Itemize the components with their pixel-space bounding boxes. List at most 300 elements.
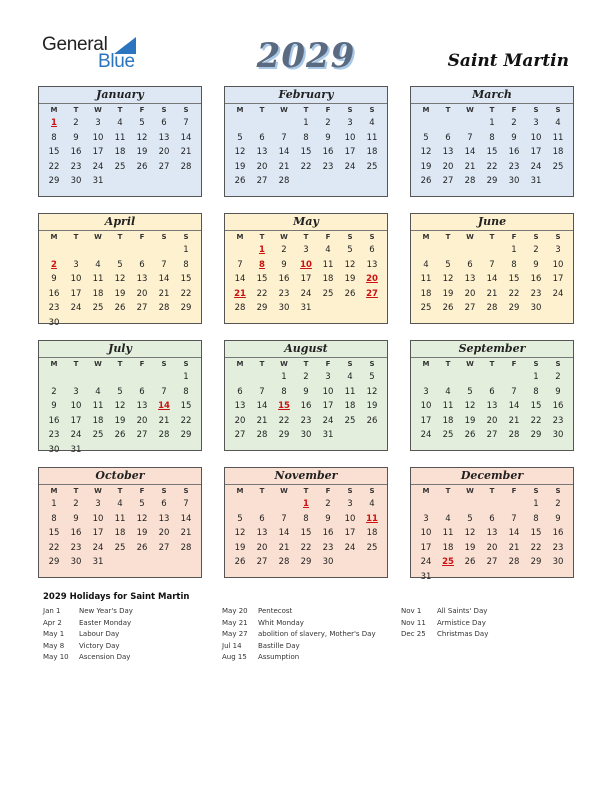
weekday-header: M <box>236 360 244 368</box>
day-cell: 11 <box>344 386 356 397</box>
day-cell: 30 <box>552 430 564 440</box>
day-cell: 24 <box>552 288 564 299</box>
day-cell: 11 <box>92 274 104 284</box>
day-cell: 2 <box>325 118 331 128</box>
day-cell: 28 <box>234 303 246 313</box>
day-cell: 9 <box>555 386 561 397</box>
day-cell: 22 <box>278 415 290 426</box>
day-cell: 21 <box>158 288 170 299</box>
day-cell: 10 <box>70 401 82 411</box>
day-cell: 24 <box>420 430 432 440</box>
day-cell: 10 <box>420 528 432 538</box>
weekday-header: W <box>466 487 474 495</box>
month-title: August <box>225 341 387 358</box>
weekday-header: T <box>73 360 79 368</box>
holiday-date: Apr 2 <box>43 618 62 627</box>
day-cell: 18 <box>442 415 454 426</box>
holiday-name: Victory Day <box>79 641 120 650</box>
day-cell: 8 <box>489 132 495 143</box>
day-cell: 2 <box>511 118 517 128</box>
day-cell: 10 <box>92 132 104 143</box>
day-cell: 10 <box>552 259 564 270</box>
day-cell: 25 <box>420 303 432 313</box>
weekday-header-row <box>411 358 573 370</box>
brand-word-blue: Blue <box>98 51 135 72</box>
holiday-entry <box>43 618 133 630</box>
day-cell: 5 <box>117 259 123 270</box>
day-cell: 7 <box>489 259 495 270</box>
day-cell: 24 <box>70 303 82 313</box>
holiday-column <box>222 606 376 664</box>
month-january <box>38 86 202 197</box>
weekday-header: W <box>280 487 288 495</box>
day-cell: 25 <box>322 288 334 299</box>
weekday-header: M <box>236 487 244 495</box>
weekday-header-row <box>39 231 201 243</box>
day-cell: 3 <box>423 386 429 397</box>
holiday-date: Aug 15 <box>222 653 247 662</box>
day-cell: 4 <box>555 118 561 128</box>
day-cell: 13 <box>234 401 246 411</box>
day-cell: 23 <box>552 542 564 553</box>
day-cell: 17 <box>92 528 104 538</box>
empty-day-cell <box>437 116 459 131</box>
weekday-header: S <box>183 106 189 114</box>
day-cell: 9 <box>281 259 287 270</box>
weekday-header-row <box>39 485 201 497</box>
day-cell: 26 <box>464 557 476 567</box>
day-cell: 7 <box>237 259 243 270</box>
day-cell: 27 <box>234 430 246 440</box>
weekday-header: T <box>117 360 123 368</box>
day-cell: 2 <box>533 245 539 255</box>
holiday-day-cell: 11 <box>366 513 378 524</box>
month-title: September <box>411 341 573 358</box>
day-cell: 18 <box>114 147 126 157</box>
day-cell: 6 <box>445 132 451 143</box>
day-cell: 16 <box>322 147 334 157</box>
day-cell: 17 <box>344 528 356 538</box>
day-cell: 4 <box>95 386 101 397</box>
day-cell: 19 <box>136 147 148 157</box>
empty-day-cell <box>65 370 87 385</box>
empty-day-cell <box>437 243 459 258</box>
empty-day-cell <box>437 370 459 385</box>
weekday-header: S <box>555 233 561 241</box>
month-october <box>38 467 202 578</box>
day-cell: 29 <box>530 430 542 440</box>
day-cell: 8 <box>51 513 57 524</box>
weekday-header: T <box>117 487 123 495</box>
month-title: February <box>225 87 387 104</box>
weekday-header: F <box>511 106 517 114</box>
holiday-day-cell: 15 <box>278 401 290 411</box>
day-cell: 7 <box>511 513 517 524</box>
weekday-header: T <box>73 106 79 114</box>
day-cell: 12 <box>114 274 126 284</box>
holiday-name: All Saints' Day <box>437 607 488 615</box>
holiday-date: May 27 <box>222 630 248 639</box>
weekday-header: M <box>422 233 430 241</box>
day-cell: 9 <box>511 132 517 143</box>
day-cell: 17 <box>420 542 432 553</box>
weekday-header: S <box>369 487 375 495</box>
day-cell: 6 <box>237 386 243 397</box>
empty-day-cell <box>415 370 437 385</box>
day-cell: 17 <box>322 401 334 411</box>
day-cell: 31 <box>530 176 542 186</box>
day-cell: 19 <box>464 542 476 553</box>
day-cell: 24 <box>92 542 104 553</box>
empty-day-cell <box>251 370 273 385</box>
empty-day-cell <box>459 243 481 258</box>
day-cell: 7 <box>281 513 287 524</box>
day-cell: 29 <box>256 303 268 313</box>
day-cell: 30 <box>48 444 60 455</box>
day-cell: 28 <box>464 176 476 186</box>
weekday-header: F <box>325 360 331 368</box>
day-cell: 9 <box>73 132 79 143</box>
day-cell: 4 <box>369 118 375 128</box>
day-cell: 21 <box>158 415 170 426</box>
day-cell: 13 <box>366 259 378 270</box>
empty-day-cell <box>229 116 251 131</box>
day-cell: 23 <box>322 161 334 172</box>
day-cell: 26 <box>464 430 476 440</box>
day-cell: 10 <box>70 274 82 284</box>
empty-day-cell <box>251 497 273 512</box>
weekday-header: W <box>94 233 102 241</box>
day-cell: 18 <box>92 415 104 426</box>
day-cell: 9 <box>555 513 561 524</box>
day-cell: 22 <box>180 288 192 299</box>
day-cell: 19 <box>234 542 246 553</box>
day-cell: 14 <box>180 132 192 143</box>
day-cell: 12 <box>464 401 476 411</box>
day-cell: 16 <box>48 415 60 426</box>
holiday-date: Nov 11 <box>401 618 426 627</box>
empty-day-cell <box>229 370 251 385</box>
day-cell: 1 <box>183 245 189 255</box>
holiday-entry <box>43 629 133 641</box>
day-cell: 15 <box>300 528 312 538</box>
day-cell: 17 <box>70 288 82 299</box>
day-cell: 7 <box>259 386 265 397</box>
day-cell: 11 <box>442 401 454 411</box>
month-title: November <box>225 468 387 485</box>
weekday-header: W <box>94 106 102 114</box>
holiday-day-cell: 25 <box>442 557 454 567</box>
day-cell: 27 <box>158 542 170 553</box>
day-cell: 1 <box>533 372 539 382</box>
days-grid <box>39 116 201 189</box>
day-cell: 16 <box>300 401 312 411</box>
holiday-name: Assumption <box>258 653 300 662</box>
day-cell: 18 <box>344 401 356 411</box>
weekday-header: S <box>533 106 539 114</box>
day-cell: 11 <box>114 132 126 143</box>
day-cell: 27 <box>464 303 476 313</box>
holiday-name: Labour Day <box>79 630 120 639</box>
day-cell: 4 <box>445 513 451 524</box>
empty-day-cell <box>131 243 153 258</box>
holiday-entry <box>43 652 133 664</box>
empty-day-cell <box>87 243 109 258</box>
day-cell: 27 <box>256 557 268 567</box>
day-cell: 14 <box>180 513 192 524</box>
empty-day-cell <box>229 497 251 512</box>
day-cell: 19 <box>114 415 126 426</box>
day-cell: 20 <box>464 288 476 299</box>
day-cell: 10 <box>344 132 356 143</box>
day-cell: 15 <box>180 401 192 411</box>
day-cell: 6 <box>467 259 473 270</box>
empty-day-cell <box>415 116 437 131</box>
days-grid <box>39 243 201 330</box>
day-cell: 31 <box>300 303 312 313</box>
day-cell: 21 <box>180 528 192 538</box>
day-cell: 18 <box>442 542 454 553</box>
weekday-header: T <box>489 360 495 368</box>
day-cell: 14 <box>234 274 246 284</box>
weekday-header: T <box>445 360 451 368</box>
month-title: October <box>39 468 201 485</box>
weekday-header: F <box>139 487 145 495</box>
day-cell: 14 <box>278 147 290 157</box>
day-cell: 3 <box>73 259 79 270</box>
day-cell: 2 <box>325 499 331 509</box>
month-title: June <box>411 214 573 231</box>
day-cell: 11 <box>114 513 126 524</box>
weekday-header: M <box>422 487 430 495</box>
weekday-header: S <box>347 233 353 241</box>
day-cell: 22 <box>256 288 268 299</box>
holiday-column <box>401 606 488 641</box>
month-may <box>224 213 388 324</box>
empty-day-cell <box>153 370 175 385</box>
weekday-header: T <box>259 106 265 114</box>
day-cell: 15 <box>300 147 312 157</box>
weekday-header-row <box>411 485 573 497</box>
day-cell: 2 <box>555 372 561 382</box>
day-cell: 7 <box>161 259 167 270</box>
day-cell: 3 <box>95 499 101 509</box>
empty-day-cell <box>481 497 503 512</box>
day-cell: 21 <box>278 542 290 553</box>
day-cell: 12 <box>234 528 246 538</box>
day-cell: 23 <box>508 161 520 172</box>
day-cell: 3 <box>303 245 309 255</box>
day-cell: 20 <box>442 161 454 172</box>
day-cell: 21 <box>508 415 520 426</box>
day-cell: 22 <box>180 415 192 426</box>
day-cell: 22 <box>530 415 542 426</box>
weekday-header: F <box>511 487 517 495</box>
day-cell: 16 <box>70 147 82 157</box>
day-cell: 4 <box>117 118 123 128</box>
weekday-header: F <box>325 106 331 114</box>
holiday-name: New Year's Day <box>79 607 133 615</box>
day-cell: 19 <box>136 528 148 538</box>
holiday-entry <box>222 618 376 630</box>
holiday-day-cell: 14 <box>158 401 170 411</box>
day-cell: 12 <box>464 528 476 538</box>
day-cell: 26 <box>234 176 246 186</box>
day-cell: 3 <box>533 118 539 128</box>
empty-day-cell <box>503 370 525 385</box>
day-cell: 6 <box>139 386 145 397</box>
day-cell: 23 <box>530 288 542 299</box>
day-cell: 28 <box>158 303 170 313</box>
day-cell: 20 <box>486 415 498 426</box>
day-cell: 30 <box>508 176 520 186</box>
day-cell: 28 <box>180 161 192 172</box>
day-cell: 28 <box>158 430 170 440</box>
day-cell: 27 <box>136 303 148 313</box>
day-cell: 1 <box>303 118 309 128</box>
holiday-entry <box>222 629 376 641</box>
day-cell: 12 <box>366 386 378 397</box>
weekday-header: T <box>445 106 451 114</box>
weekday-header-row <box>225 104 387 116</box>
weekday-header: S <box>347 106 353 114</box>
day-cell: 24 <box>92 161 104 172</box>
holiday-day-cell: 2 <box>51 259 57 270</box>
day-cell: 12 <box>234 147 246 157</box>
empty-day-cell <box>109 370 131 385</box>
day-cell: 20 <box>136 415 148 426</box>
day-cell: 26 <box>114 303 126 313</box>
day-cell: 12 <box>136 132 148 143</box>
day-cell: 21 <box>464 161 476 172</box>
weekday-header: T <box>489 487 495 495</box>
empty-day-cell <box>131 370 153 385</box>
holiday-day-cell: 10 <box>300 259 312 270</box>
calendar-year: 2029 <box>256 36 356 76</box>
day-cell: 6 <box>259 513 265 524</box>
day-cell: 12 <box>136 513 148 524</box>
holiday-date: Nov 1 <box>401 607 422 615</box>
day-cell: 22 <box>486 161 498 172</box>
day-cell: 29 <box>180 430 192 440</box>
empty-day-cell <box>153 243 175 258</box>
day-cell: 9 <box>325 132 331 143</box>
weekday-header-row <box>225 485 387 497</box>
weekday-header: S <box>555 106 561 114</box>
day-cell: 18 <box>366 528 378 538</box>
day-cell: 7 <box>281 132 287 143</box>
day-cell: 25 <box>114 542 126 553</box>
weekday-header: T <box>489 106 495 114</box>
day-cell: 21 <box>508 542 520 553</box>
weekday-header-row <box>225 358 387 370</box>
holiday-date: Dec 25 <box>401 630 426 639</box>
weekday-header-row <box>411 231 573 243</box>
holiday-date: Jan 1 <box>43 607 61 615</box>
day-cell: 14 <box>508 401 520 411</box>
day-cell: 22 <box>48 542 60 553</box>
weekday-header: S <box>533 360 539 368</box>
days-grid <box>39 497 201 570</box>
weekday-header: M <box>422 106 430 114</box>
holiday-name: Christmas Day <box>437 630 489 639</box>
weekday-header: T <box>303 487 309 495</box>
empty-day-cell <box>65 243 87 258</box>
day-cell: 17 <box>420 415 432 426</box>
empty-day-cell <box>459 497 481 512</box>
day-cell: 10 <box>92 513 104 524</box>
weekday-header: F <box>139 106 145 114</box>
day-cell: 5 <box>369 372 375 382</box>
day-cell: 10 <box>322 386 334 397</box>
empty-day-cell <box>503 497 525 512</box>
day-cell: 5 <box>423 132 429 143</box>
day-cell: 8 <box>303 132 309 143</box>
day-cell: 1 <box>489 118 495 128</box>
day-cell: 5 <box>237 132 243 143</box>
day-cell: 13 <box>158 513 170 524</box>
day-cell: 25 <box>366 161 378 172</box>
day-cell: 16 <box>278 274 290 284</box>
holiday-entry <box>401 606 488 618</box>
day-cell: 26 <box>420 176 432 186</box>
day-cell: 8 <box>51 132 57 143</box>
holiday-name: Whit Monday <box>258 618 304 627</box>
day-cell: 20 <box>136 288 148 299</box>
month-december <box>410 467 574 582</box>
weekday-header: T <box>445 487 451 495</box>
day-cell: 14 <box>256 401 268 411</box>
day-cell: 16 <box>552 401 564 411</box>
empty-day-cell <box>415 497 437 512</box>
holiday-name: Pentecost <box>258 607 293 615</box>
day-cell: 13 <box>158 132 170 143</box>
holiday-entry <box>401 618 488 630</box>
day-cell: 18 <box>366 147 378 157</box>
empty-day-cell <box>415 243 437 258</box>
holiday-date: May 1 <box>43 630 65 639</box>
weekday-header: T <box>259 233 265 241</box>
day-cell: 19 <box>442 288 454 299</box>
day-cell: 16 <box>552 528 564 538</box>
day-cell: 25 <box>92 303 104 313</box>
day-cell: 6 <box>369 245 375 255</box>
day-cell: 28 <box>508 557 520 567</box>
days-grid <box>411 116 573 189</box>
weekday-header: T <box>303 360 309 368</box>
day-cell: 21 <box>256 415 268 426</box>
weekday-header: W <box>94 487 102 495</box>
holiday-date: May 20 <box>222 607 248 615</box>
day-cell: 14 <box>508 528 520 538</box>
day-cell: 28 <box>278 557 290 567</box>
day-cell: 29 <box>180 303 192 313</box>
weekday-header: S <box>555 487 561 495</box>
day-cell: 23 <box>552 415 564 426</box>
holiday-name: Easter Monday <box>79 618 132 627</box>
day-cell: 6 <box>139 259 145 270</box>
day-cell: 5 <box>237 513 243 524</box>
weekday-header: T <box>73 487 79 495</box>
day-cell: 15 <box>530 528 542 538</box>
month-june <box>410 213 574 324</box>
day-cell: 31 <box>92 557 104 567</box>
holiday-day-cell: 27 <box>366 288 378 299</box>
month-february <box>224 86 388 197</box>
day-cell: 8 <box>303 513 309 524</box>
weekday-header-row <box>225 231 387 243</box>
day-cell: 29 <box>486 176 498 186</box>
